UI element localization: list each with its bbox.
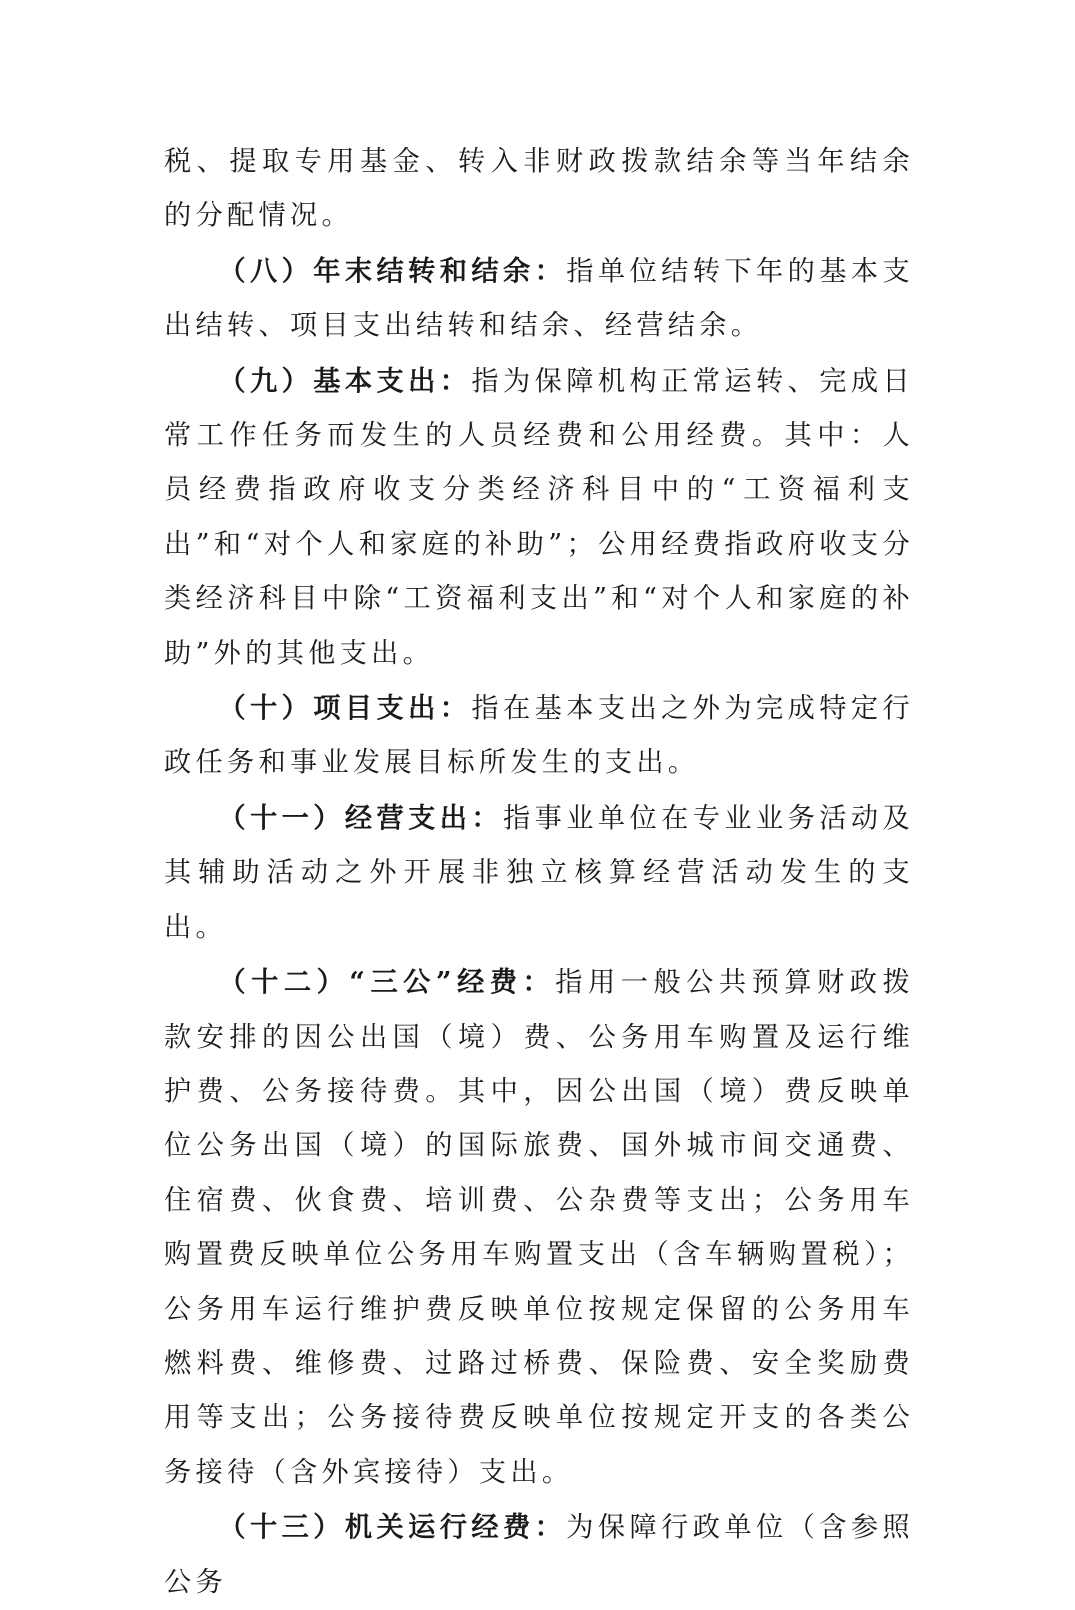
paragraph-term: （十）项目支出：	[218, 692, 472, 725]
paragraph-text: 指用一般公共预算财政拨款安排的因公出国（境）费、公务用车购置及运行维护费、公务接待费。其中，因公出国（境）费反映单位公务出国（境）的国际旅费、国外城市间交通费、住宿费、伙食费、培训费、公杂费等支出；公务用车购置费反映单位公务用车购置支出（含车辆购置税）；公务用车运行维护费反映单位按规定保留的公务用车燃料费、维修费、过路过桥费、保险费、安全奖励费用等支出；公务接待费反映单位按规定开支的各类公务接待（含外宾接待）支出。	[164, 967, 914, 1488]
paragraph-text: 指单位结转下年的基本支出结转、项目支出结转和结余、经营结余。	[164, 255, 914, 342]
paragraph-agency-operating-funds	[164, 1500, 914, 1610]
paragraph-term: （十二）“三公”经费：	[218, 966, 556, 999]
paragraph-basic-expenditure	[164, 354, 914, 681]
paragraph-text: 税、提取专用基金、转入非财政拨款结余等当年结余的分配情况。	[164, 146, 914, 232]
paragraph-term: （九）基本支出：	[218, 364, 472, 397]
paragraph-project-expenditure	[164, 681, 914, 791]
paragraph-continued	[164, 135, 914, 244]
paragraph-term: （十一）经营支出：	[218, 801, 504, 834]
paragraph-year-end-carryover	[164, 244, 914, 354]
paragraph-operating-expenditure	[164, 791, 914, 955]
paragraph-text: 为保障行政单位（含参照公务	[164, 1512, 914, 1598]
document-body	[164, 135, 914, 1610]
paragraph-text: 指在基本支出之外为完成特定行政任务和事业发展目标所发生的支出。	[164, 693, 914, 779]
paragraph-text: 指事业单位在专业业务活动及其辅助活动之外开展非独立核算经营活动发生的支出。	[164, 802, 914, 943]
paragraph-text: 指为保障机构正常运转、完成日常工作任务而发生的人员经费和公用经费。其中：人员经费指政府收支分类经济科目中的“工资福利支出”和“对个人和家庭的补助”；公用经费指政府收支分类经济科目中除“工资福利支出”和“对个人和家庭的补助”外的其他支出。	[164, 365, 914, 669]
paragraph-term: （八）年末结转和结余：	[218, 254, 567, 287]
paragraph-three-public-expenses	[164, 955, 914, 1500]
paragraph-term: （十三）机关运行经费：	[218, 1511, 567, 1544]
